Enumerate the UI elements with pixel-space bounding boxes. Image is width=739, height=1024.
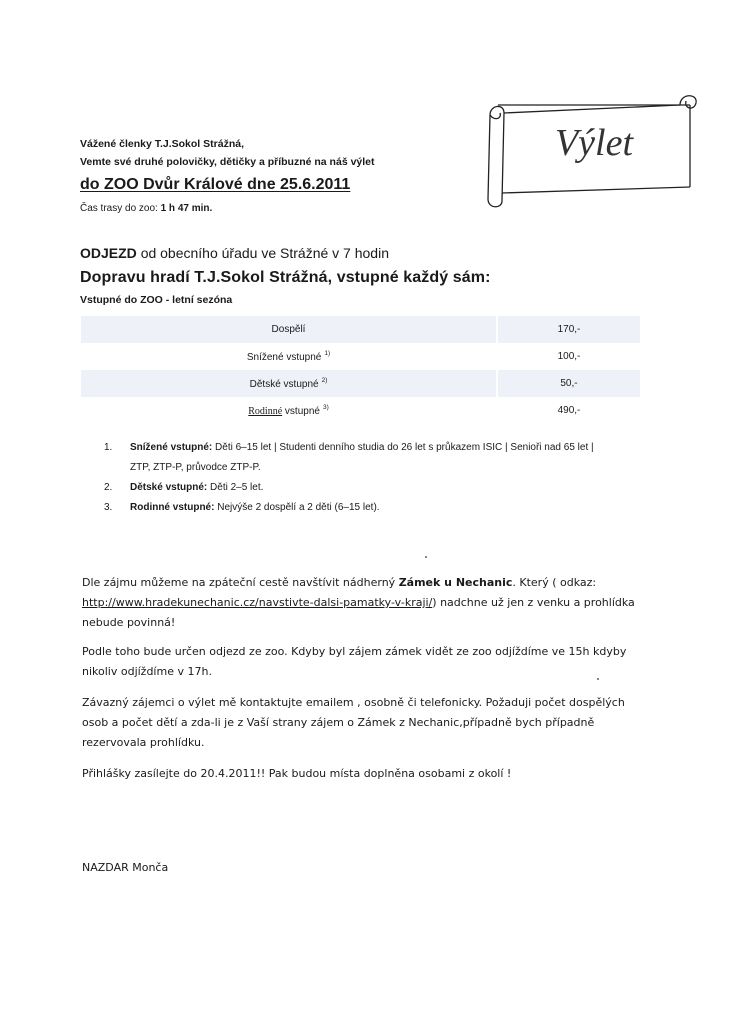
- note-text: Děti 2–5 let.: [210, 482, 264, 493]
- table-row: [81, 343, 640, 370]
- category-label: vstupné: [284, 406, 320, 417]
- scroll-banner-graphic: [484, 91, 700, 209]
- list-number: 3.: [104, 502, 113, 513]
- category-label: Snížené vstupné: [246, 352, 322, 363]
- departure-line: [80, 245, 389, 261]
- banner-text: Výlet: [554, 122, 634, 164]
- departure-rest: od obecního úřadu ve Strážné v 7 hodin: [140, 245, 389, 261]
- para-line: nebude povinná!: [82, 616, 176, 629]
- note-term: Rodinné vstupné:: [130, 502, 215, 513]
- list-item: [104, 498, 664, 518]
- para-line: nikoliv odjíždíme v 17h.: [82, 665, 212, 678]
- note-text: Děti 6–15 let | Studenti denního studia do 26 let s průkazem ISIC | Senioři nad 65 let |: [215, 442, 594, 453]
- list-text: [130, 478, 263, 498]
- trip-time-label: Čas trasy do zoo:: [80, 203, 158, 214]
- invite-line: Vemte své druhé polovičky, dětičky a příbuzné na náš výlet: [80, 156, 375, 168]
- footnote-list: [104, 438, 664, 518]
- season-title: Vstupné do ZOO - letní sezóna: [80, 294, 233, 306]
- scan-speck: [425, 556, 427, 558]
- greeting: Vážené členky T.J.Sokol Strážná,: [80, 138, 244, 150]
- paragraph-castle: [82, 573, 682, 633]
- category-cell: [81, 316, 496, 343]
- paragraph-departure: [82, 642, 682, 682]
- trip-time-value: 1 h 47 min.: [160, 203, 213, 214]
- trip-time: [80, 203, 212, 214]
- price-cell: 50,-: [498, 370, 640, 397]
- note-term: Snížené vstupné:: [130, 442, 213, 453]
- paragraph-contact: [82, 693, 682, 753]
- footnote-ref: 3): [322, 404, 329, 411]
- destination-title: do ZOO Dvůr Králové dne 25.6.2011: [80, 176, 351, 193]
- castle-link[interactable]: http://www.hradekunechanic.cz/navstivte-dalsi-pamatky-v-kraji/: [82, 596, 433, 609]
- price-table: [79, 316, 642, 424]
- table-row: [81, 370, 640, 397]
- note-text-continued: ZTP, ZTP-P, průvodce ZTP-P.: [130, 462, 261, 473]
- list-text: [130, 438, 594, 458]
- para-line: Přihlášky zasílejte do 20.4.2011!! Pak budou místa doplněna osobami z okolí !: [82, 767, 512, 780]
- price-cell: 100,-: [557, 351, 581, 362]
- transport-heading: Dopravu hradí T.J.Sokol Strážná, vstupné každý sám:: [80, 269, 491, 286]
- para-line: rezervovala prohlídku.: [82, 736, 205, 749]
- para-text: . Který ( odkaz:: [512, 576, 597, 589]
- list-number: 1.: [104, 442, 113, 453]
- table-row: [81, 316, 640, 343]
- category-label: Dětské vstupné: [249, 379, 319, 390]
- departure-lead: ODJEZD: [80, 245, 137, 261]
- price-cell: 490,-: [557, 405, 581, 416]
- category-label: Dospělí: [271, 324, 306, 335]
- list-item: [104, 478, 664, 498]
- footnote-ref: 1): [324, 350, 331, 357]
- para-line: Závazný zájemci o výlet mě kontaktujte emailem , osobně či telefonicky. Požaduji počet dospělých: [82, 696, 625, 709]
- para-text: ) nadchne už jen z venku a prohlídka: [432, 596, 635, 609]
- category-cell: [81, 343, 496, 370]
- para-text: Dle zájmu můžeme na zpáteční cestě navštívit nádherný: [82, 576, 396, 589]
- category-prefix: Rodinné: [248, 406, 283, 417]
- scroll-banner: [484, 91, 700, 209]
- table-row: [81, 397, 640, 424]
- para-line: Podle toho bude určen odjezd ze zoo. Kdyby byl zájem zámek vidět ze zoo odjíždíme ve 15h kdyby: [82, 645, 627, 658]
- para-line: [82, 573, 682, 593]
- note-term: Dětské vstupné:: [130, 482, 208, 493]
- list-item: [104, 438, 664, 458]
- price-cell: 170,-: [498, 316, 640, 343]
- list-item-continuation: [104, 458, 664, 478]
- para-line: [82, 593, 682, 613]
- para-line: osob a počet dětí a zda-li je z Vaší strany zájem o Zámek z Nechanic,případně bych případně: [82, 716, 595, 729]
- signature: NAZDAR Monča: [82, 861, 169, 874]
- category-cell: [81, 370, 496, 397]
- list-text: [130, 498, 380, 518]
- category-cell: [81, 397, 496, 424]
- castle-name: Zámek u Nechanic: [398, 576, 513, 589]
- footnote-ref: 2): [321, 377, 328, 384]
- paragraph-deadline: [82, 764, 682, 784]
- note-text: Nejvýše 2 dospělí a 2 děti (6–15 let).: [217, 502, 380, 513]
- list-number: 2.: [104, 482, 113, 493]
